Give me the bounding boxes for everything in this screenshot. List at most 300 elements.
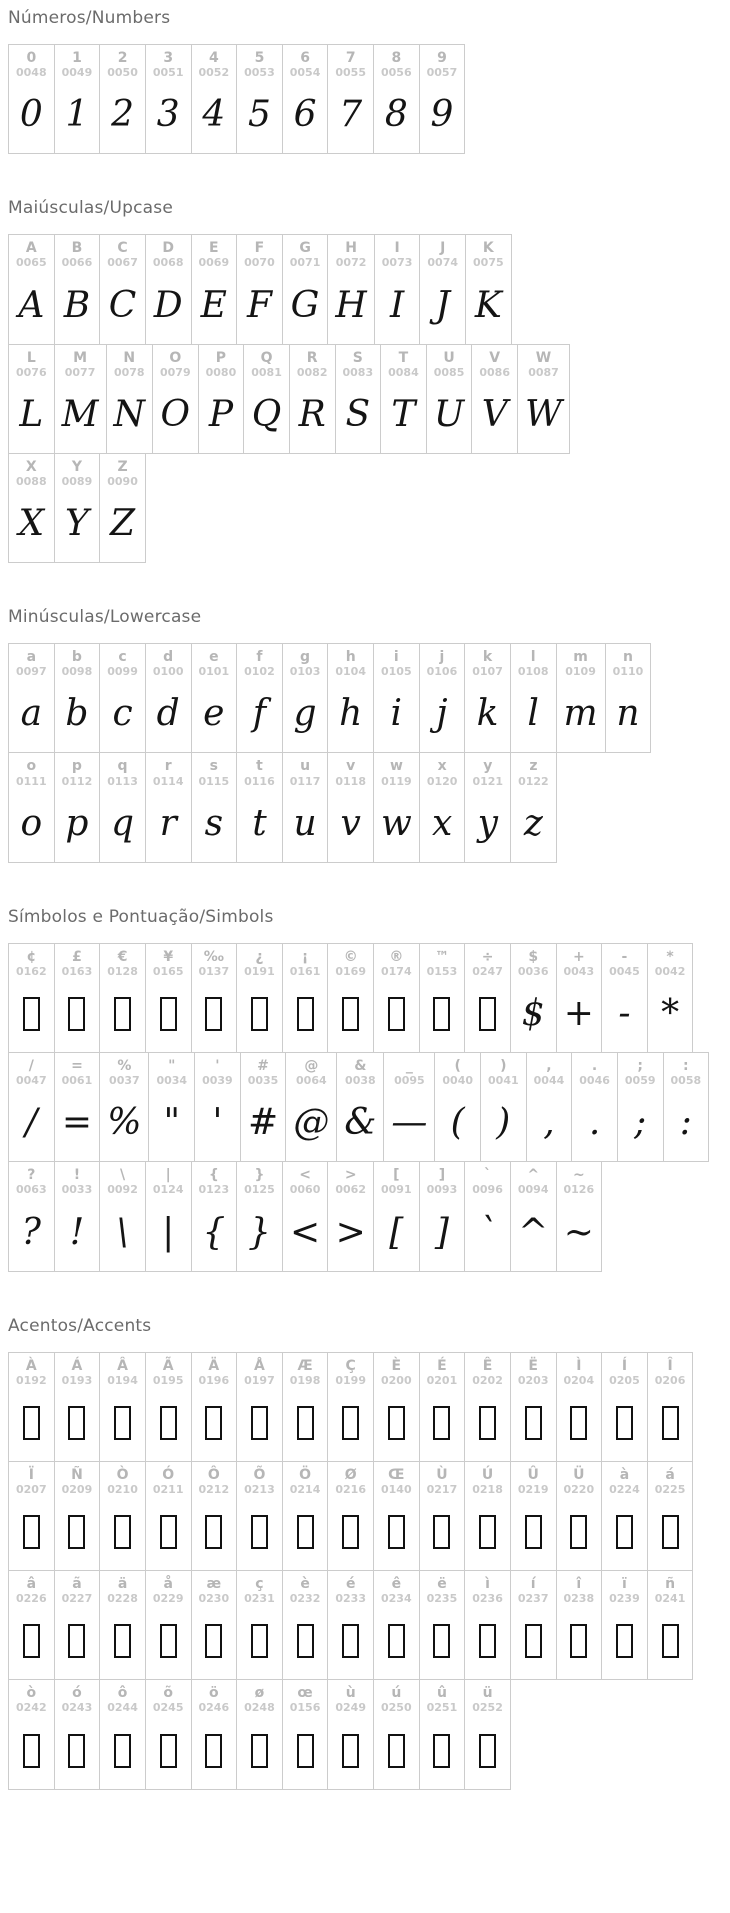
character-cell — [571, 1053, 617, 1161]
glyph-preview: ! — [69, 1211, 85, 1253]
notdef-box-icon — [68, 1515, 85, 1549]
glyph-preview: ? — [21, 1211, 41, 1253]
glyph-preview: M — [61, 393, 99, 435]
character-cell — [99, 1162, 145, 1270]
character-label: â — [26, 1576, 37, 1593]
glyph-preview: V — [481, 393, 508, 435]
character-unicode-code: 0035 — [247, 1074, 279, 1088]
character-unicode-code: 0236 — [472, 1592, 503, 1606]
character-unicode-code: 0200 — [381, 1373, 412, 1387]
glyph-preview: % — [107, 1102, 142, 1144]
character-label: ç — [255, 1576, 264, 1593]
character-label: ¿ — [255, 948, 264, 965]
character-unicode-code: 0245 — [152, 1701, 184, 1715]
missing-glyph-box — [433, 1395, 450, 1451]
glyph-preview: a — [20, 693, 43, 735]
missing-glyph-box — [23, 1504, 40, 1560]
character-cell — [99, 1353, 145, 1461]
notdef-box-icon — [205, 1734, 222, 1768]
character-unicode-code: 0238 — [563, 1592, 595, 1606]
character-label: y — [483, 758, 493, 775]
character-label: Á — [71, 1357, 83, 1374]
missing-glyph-box — [160, 1723, 177, 1779]
character-grid — [8, 643, 722, 863]
glyph-preview: f — [252, 693, 267, 735]
character-unicode-code: 0034 — [156, 1074, 188, 1088]
character-label: ò — [26, 1685, 37, 1702]
character-label: N — [123, 349, 136, 366]
notdef-box-icon — [297, 1515, 314, 1549]
character-unicode-code: 0121 — [472, 774, 504, 788]
notdef-box-icon — [297, 1406, 314, 1440]
character-label: F — [254, 240, 265, 257]
missing-glyph-box — [23, 1613, 40, 1669]
missing-glyph-box — [251, 1613, 268, 1669]
character-cell — [464, 1571, 510, 1679]
missing-glyph-box — [616, 1613, 633, 1669]
character-cell — [194, 1053, 240, 1161]
character-cell — [145, 1571, 191, 1679]
glyph-preview: m — [563, 693, 598, 735]
character-cell — [480, 1053, 526, 1161]
glyph-preview: ( — [450, 1102, 465, 1144]
notdef-box-icon — [205, 1515, 222, 1549]
character-cell — [106, 345, 153, 453]
missing-glyph-box — [479, 1723, 496, 1779]
glyph-preview: ` — [478, 1211, 497, 1253]
character-label: z — [529, 758, 538, 775]
missing-glyph-box — [205, 1723, 222, 1779]
character-cell — [145, 753, 191, 861]
character-label: æ — [206, 1576, 222, 1593]
character-cell — [191, 1462, 237, 1570]
character-unicode-code: 0083 — [342, 365, 374, 379]
missing-glyph-box — [160, 1504, 177, 1560]
character-unicode-code: 0163 — [61, 964, 93, 978]
notdef-box-icon — [433, 1515, 450, 1549]
character-unicode-code: 0055 — [335, 66, 366, 80]
character-label: È — [391, 1357, 402, 1374]
glyph-preview: K — [474, 284, 502, 326]
notdef-box-icon — [388, 997, 405, 1031]
glyph-preview: — — [391, 1102, 428, 1144]
character-cell — [373, 45, 419, 153]
character-unicode-code: 0244 — [107, 1701, 138, 1715]
missing-glyph-box — [433, 1504, 450, 1560]
character-label: J — [440, 240, 446, 257]
missing-glyph-box — [68, 1504, 85, 1560]
character-unicode-code: 0106 — [426, 665, 458, 679]
glyph-preview: q — [111, 802, 135, 844]
character-label: ; — [637, 1057, 643, 1074]
character-cell — [282, 644, 328, 752]
character-cell — [145, 1353, 191, 1461]
character-cell — [191, 753, 237, 861]
notdef-box-icon — [662, 1515, 679, 1549]
missing-glyph-box — [570, 1504, 587, 1560]
notdef-box-icon — [433, 1624, 450, 1658]
section — [8, 198, 722, 563]
character-label: A — [25, 240, 37, 257]
character-unicode-code: 0066 — [61, 256, 93, 270]
character-cell — [243, 345, 289, 453]
missing-glyph-box — [205, 986, 222, 1042]
character-unicode-code: 0233 — [335, 1592, 366, 1606]
character-label: Ë — [528, 1357, 538, 1374]
character-label: Ã — [162, 1357, 174, 1374]
glyph-preview: i — [390, 693, 403, 735]
character-cell — [236, 753, 282, 861]
character-cell — [145, 45, 191, 153]
character-cell — [99, 1571, 145, 1679]
character-row — [8, 1679, 511, 1789]
character-cell — [54, 753, 100, 861]
glyph-preview: u — [293, 802, 317, 844]
character-cell — [236, 1353, 282, 1461]
character-label: H — [345, 240, 357, 257]
glyph-preview: + — [563, 992, 594, 1034]
character-unicode-code: 0050 — [107, 66, 138, 80]
character-unicode-code: 0191 — [244, 964, 275, 978]
character-label: , — [546, 1057, 552, 1074]
character-cell — [510, 753, 556, 861]
notdef-box-icon — [68, 1406, 85, 1440]
character-cell — [9, 345, 54, 453]
missing-glyph-box — [160, 1613, 177, 1669]
glyph-preview: & — [344, 1102, 377, 1144]
missing-glyph-box — [388, 1723, 405, 1779]
character-label: œ — [297, 1685, 313, 1702]
character-unicode-code: 0085 — [433, 365, 465, 379]
notdef-box-icon — [251, 1406, 268, 1440]
character-unicode-code: 0088 — [16, 474, 47, 488]
character-cell — [647, 1571, 693, 1679]
missing-glyph-box — [433, 1613, 450, 1669]
character-label: ' — [215, 1057, 220, 1074]
character-unicode-code: 0165 — [152, 964, 184, 978]
character-unicode-code: 0210 — [107, 1482, 138, 1496]
glyph-preview: t — [252, 802, 267, 844]
character-unicode-code: 0248 — [244, 1701, 275, 1715]
notdef-box-icon — [525, 1515, 542, 1549]
character-cell — [464, 1353, 510, 1461]
glyph-preview: Y — [65, 503, 89, 545]
character-unicode-code: 0124 — [152, 1183, 184, 1197]
character-unicode-code: 0229 — [152, 1592, 184, 1606]
character-label: € — [117, 948, 128, 965]
character-label: b — [71, 649, 82, 666]
character-label: ! — [73, 1167, 81, 1184]
character-cell — [191, 644, 237, 752]
character-row — [8, 752, 557, 862]
character-unicode-code: 0249 — [335, 1701, 366, 1715]
character-unicode-code: 0048 — [16, 66, 47, 80]
character-cell — [336, 1053, 383, 1161]
character-label: j — [439, 649, 445, 666]
glyph-preview: D — [153, 284, 183, 326]
glyph-preview: c — [112, 693, 133, 735]
character-unicode-code: 0204 — [563, 1373, 595, 1387]
character-unicode-code: 0140 — [381, 1482, 412, 1496]
glyph-preview: ) — [496, 1102, 511, 1144]
character-cell — [601, 944, 647, 1052]
character-unicode-code: 0037 — [109, 1074, 140, 1088]
character-unicode-code: 0198 — [289, 1373, 321, 1387]
section — [8, 1316, 722, 1790]
character-unicode-code: 0057 — [426, 66, 458, 80]
glyph-preview: 8 — [384, 94, 408, 136]
character-row — [8, 1461, 693, 1571]
character-label: Œ — [388, 1466, 405, 1483]
character-cell — [605, 644, 651, 752]
character-label: I — [394, 240, 400, 257]
glyph-preview: d — [156, 693, 180, 735]
notdef-box-icon — [114, 997, 131, 1031]
character-cell — [9, 45, 54, 153]
character-unicode-code: 0091 — [381, 1183, 412, 1197]
glyph-preview: ; — [634, 1102, 647, 1144]
missing-glyph-box — [525, 1395, 542, 1451]
missing-glyph-box — [205, 1504, 222, 1560]
missing-glyph-box — [570, 1613, 587, 1669]
notdef-box-icon — [23, 1624, 40, 1658]
character-cell — [374, 235, 420, 343]
character-label: á — [665, 1466, 675, 1483]
character-label: a — [26, 649, 37, 666]
character-label: T — [398, 349, 409, 366]
character-cell — [191, 1162, 237, 1270]
character-cell — [99, 644, 145, 752]
character-unicode-code: 0052 — [198, 66, 230, 80]
character-unicode-code: 0220 — [563, 1482, 595, 1496]
missing-glyph-box — [433, 986, 450, 1042]
glyph-preview: X — [18, 503, 45, 545]
character-unicode-code: 0193 — [61, 1373, 93, 1387]
missing-glyph-box — [297, 1395, 314, 1451]
character-cell — [464, 944, 510, 1052]
missing-glyph-box — [68, 1613, 85, 1669]
missing-glyph-box — [479, 1504, 496, 1560]
missing-glyph-box — [23, 986, 40, 1042]
glyph-preview: R — [298, 393, 326, 435]
character-cell — [419, 1571, 465, 1679]
character-cell — [373, 644, 419, 752]
character-label: P — [215, 349, 227, 366]
character-label: Å — [254, 1357, 265, 1374]
character-label: 3 — [163, 50, 174, 66]
character-unicode-code: 0246 — [198, 1701, 230, 1715]
character-unicode-code: 0250 — [381, 1701, 412, 1715]
character-unicode-code: 0101 — [198, 665, 230, 679]
character-unicode-code: 0077 — [64, 365, 96, 379]
character-cell — [54, 1571, 100, 1679]
character-unicode-code: 0069 — [198, 256, 230, 270]
character-unicode-code: 0079 — [160, 365, 191, 379]
character-cell — [419, 644, 465, 752]
notdef-box-icon — [570, 1406, 587, 1440]
character-label: ] — [438, 1167, 446, 1184]
character-label: å — [163, 1576, 173, 1593]
character-unicode-code: 0192 — [16, 1373, 47, 1387]
glyph-preview: 6 — [293, 94, 317, 136]
character-label: ~ — [572, 1167, 585, 1184]
character-cell — [335, 345, 381, 453]
character-unicode-code: 0169 — [335, 964, 366, 978]
character-label: e — [209, 649, 219, 666]
character-unicode-code: 0120 — [426, 774, 458, 788]
character-label: < — [299, 1167, 311, 1184]
character-label: Z — [117, 458, 128, 475]
character-cell — [145, 1462, 191, 1570]
character-label: 4 — [208, 50, 219, 66]
character-label: [ — [393, 1167, 400, 1184]
character-unicode-code: 0207 — [16, 1482, 47, 1496]
character-unicode-code: 0100 — [152, 665, 184, 679]
character-unicode-code: 0123 — [198, 1183, 230, 1197]
section — [8, 907, 722, 1272]
missing-glyph-box — [342, 986, 359, 1042]
character-label: = — [71, 1057, 83, 1074]
character-cell — [282, 753, 328, 861]
character-label: w — [389, 758, 403, 775]
character-cell — [556, 644, 605, 752]
glyph-preview: z — [523, 802, 543, 844]
notdef-box-icon — [433, 997, 450, 1031]
character-label: 8 — [391, 50, 402, 66]
glyph-preview: : — [679, 1102, 692, 1144]
character-unicode-code: 0092 — [107, 1183, 138, 1197]
character-unicode-code: 0112 — [61, 774, 93, 788]
glyph-preview: 5 — [247, 94, 271, 136]
missing-glyph-box — [68, 1723, 85, 1779]
character-cell — [617, 1053, 663, 1161]
character-label: O — [169, 349, 182, 366]
missing-glyph-box — [662, 1504, 679, 1560]
character-cell — [191, 1680, 237, 1788]
character-grid — [8, 44, 722, 154]
character-label: q — [117, 758, 128, 775]
character-cell — [373, 1353, 419, 1461]
character-cell — [419, 45, 465, 153]
character-unicode-code: 0228 — [107, 1592, 138, 1606]
character-cell — [9, 454, 54, 562]
character-row — [8, 344, 570, 454]
character-label: \ — [120, 1167, 126, 1184]
character-cell — [383, 1053, 434, 1161]
missing-glyph-box — [662, 1395, 679, 1451]
character-unicode-code: 0211 — [152, 1482, 184, 1496]
character-unicode-code: 0078 — [113, 365, 145, 379]
notdef-box-icon — [297, 1734, 314, 1768]
glyph-preview: | — [162, 1211, 175, 1253]
character-label: l — [530, 649, 536, 666]
missing-glyph-box — [251, 1504, 268, 1560]
character-label: ÷ — [481, 948, 494, 965]
character-label: s — [209, 758, 218, 775]
character-unicode-code: 0063 — [16, 1183, 47, 1197]
character-cell — [647, 1353, 693, 1461]
glyph-preview: B — [63, 284, 91, 326]
character-label: } — [254, 1167, 265, 1184]
character-unicode-code: 0038 — [345, 1074, 376, 1088]
character-cell — [99, 235, 145, 343]
character-label: ú — [391, 1685, 402, 1702]
character-cell — [419, 1680, 465, 1788]
character-cell — [373, 1162, 419, 1270]
notdef-box-icon — [251, 997, 268, 1031]
notdef-box-icon — [160, 1406, 177, 1440]
character-unicode-code: 0062 — [335, 1183, 366, 1197]
character-label: 1 — [72, 50, 82, 66]
character-label: ¡ — [301, 948, 309, 965]
character-cell — [465, 235, 511, 343]
character-unicode-code: 0060 — [289, 1183, 321, 1197]
character-label: 5 — [254, 50, 265, 66]
missing-glyph-box — [205, 1395, 222, 1451]
character-unicode-code: 0041 — [488, 1074, 519, 1088]
character-label: Í — [621, 1357, 628, 1374]
character-label: ñ — [665, 1576, 676, 1593]
missing-glyph-box — [68, 986, 85, 1042]
glyph-preview: G — [290, 284, 320, 326]
missing-glyph-box — [525, 1613, 542, 1669]
character-cell — [236, 1462, 282, 1570]
notdef-box-icon — [388, 1515, 405, 1549]
character-cell — [240, 1053, 286, 1161]
character-unicode-code: 0111 — [16, 774, 47, 788]
character-unicode-code: 0064 — [296, 1074, 327, 1088]
notdef-box-icon — [388, 1624, 405, 1658]
character-label: g — [300, 649, 311, 666]
glyph-preview: ' — [212, 1102, 223, 1144]
character-label: W — [535, 349, 552, 366]
character-row — [8, 943, 693, 1053]
character-unicode-code: 0162 — [16, 964, 47, 978]
missing-glyph-box — [114, 1504, 131, 1560]
character-unicode-code: 0058 — [670, 1074, 702, 1088]
character-label: i — [393, 649, 399, 666]
character-unicode-code: 0252 — [472, 1701, 503, 1715]
character-unicode-code: 0068 — [152, 256, 184, 270]
character-unicode-code: 0046 — [579, 1074, 610, 1088]
glyph-preview: N — [113, 393, 145, 435]
section-title: Números/Numbers — [8, 8, 171, 28]
notdef-box-icon — [160, 1734, 177, 1768]
character-cell — [145, 644, 191, 752]
character-row — [8, 44, 465, 154]
character-cell — [145, 944, 191, 1052]
glyph-preview: o — [20, 802, 43, 844]
character-label: 6 — [300, 50, 310, 66]
character-unicode-code: 0071 — [289, 256, 321, 270]
notdef-box-icon — [23, 1406, 40, 1440]
character-cell — [54, 1680, 100, 1788]
character-unicode-code: 0070 — [244, 256, 275, 270]
glyph-preview: = — [61, 1102, 93, 1144]
character-unicode-code: 0108 — [517, 665, 549, 679]
glyph-preview: v — [340, 802, 361, 844]
character-unicode-code: 0109 — [565, 665, 596, 679]
notdef-box-icon — [68, 997, 85, 1031]
character-unicode-code: 0067 — [107, 256, 138, 270]
glyph-preview: # — [247, 1102, 279, 1144]
character-label: Y — [71, 458, 82, 475]
glyph-preview: U — [433, 393, 465, 435]
missing-glyph-box — [388, 986, 405, 1042]
character-cell — [419, 944, 465, 1052]
character-unicode-code: 0043 — [563, 964, 595, 978]
character-label: E — [209, 240, 219, 257]
